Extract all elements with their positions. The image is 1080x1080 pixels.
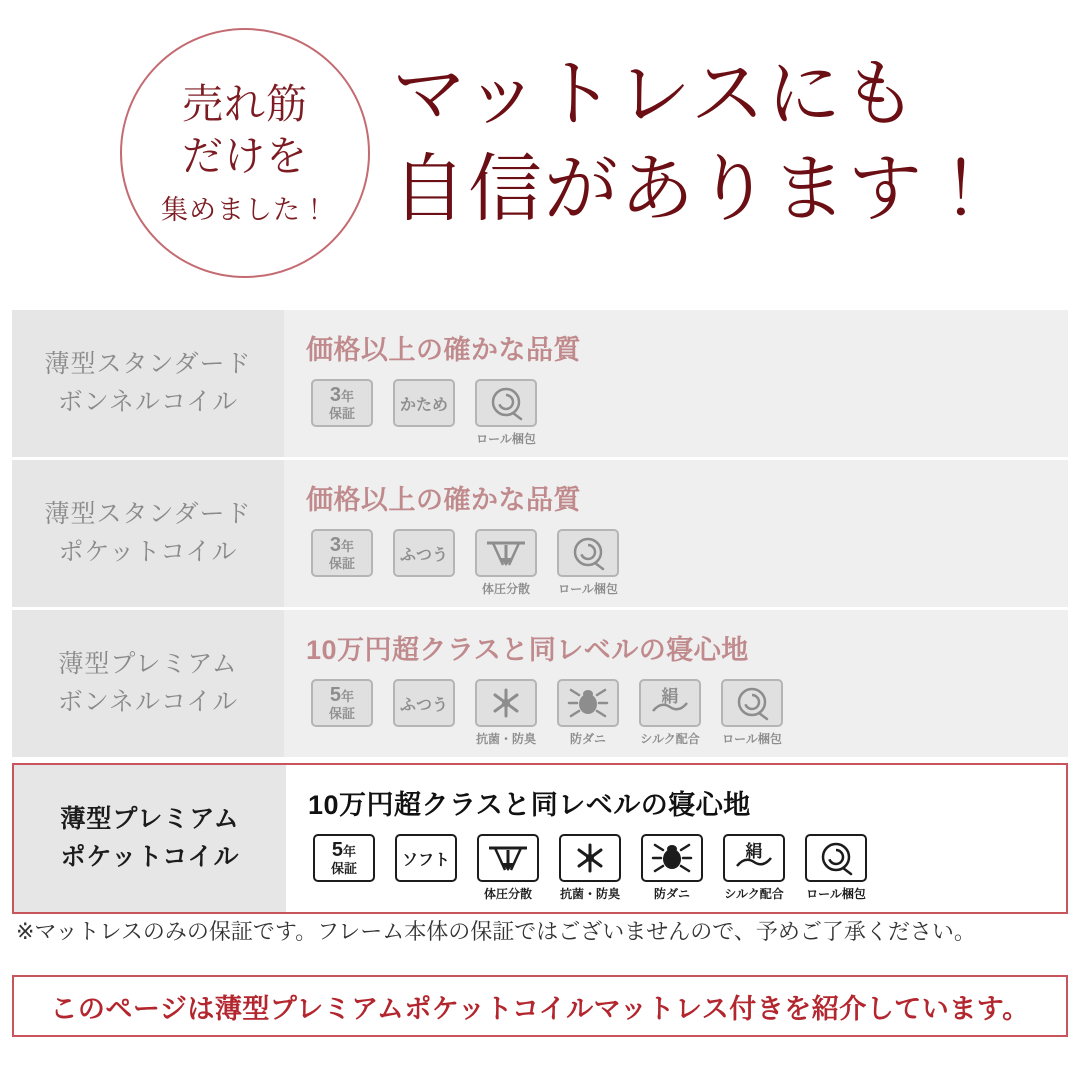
- roll-icon: [475, 379, 537, 427]
- warranty-year-unit: 年: [341, 538, 355, 554]
- firmness-label: かため: [399, 396, 448, 414]
- firmness-label: ふつう: [399, 696, 448, 714]
- mattress-features: [286, 765, 1066, 912]
- svg-text:絹: 絹: [661, 687, 679, 706]
- firmness-icon: [393, 379, 455, 427]
- warranty-label: 保証: [330, 860, 357, 876]
- mattress-type-name-line-1: 薄型プレミアム: [60, 805, 240, 833]
- firmness-icon: [393, 679, 455, 727]
- mattress-type-name-line-1: 薄型スタンダード: [44, 500, 252, 528]
- anti-mite-glyph: [649, 840, 695, 876]
- feature-icon-antibacterial: [470, 679, 542, 747]
- badge-line-1: 売れ筋: [182, 81, 308, 128]
- roll-packing-glyph: [813, 840, 859, 876]
- feature-icon-list: [306, 379, 1068, 447]
- icon-caption: 抗菌・防臭: [559, 887, 620, 901]
- feature-icon-list: [308, 834, 1066, 902]
- roll-icon: [557, 529, 619, 577]
- table-row: [12, 310, 1068, 460]
- feature-icon-roll: [552, 529, 624, 597]
- antimite-icon: [641, 834, 703, 882]
- table-row: [12, 610, 1068, 760]
- page-scope-banner: このページは薄型プレミアムポケットコイルマットレス付きを紹介しています。: [12, 975, 1068, 1037]
- feature-icon-pressure: [470, 529, 542, 597]
- mattress-features: [284, 310, 1068, 457]
- warranty-icon: [313, 834, 375, 882]
- best-seller-badge: [120, 28, 370, 278]
- icon-caption: シルク配合: [640, 732, 700, 746]
- pressure-icon: [477, 834, 539, 882]
- icon-caption: ロール梱包: [722, 732, 782, 746]
- warranty-year-unit: 年: [343, 843, 357, 859]
- feature-icon-silk: [718, 834, 790, 902]
- mattress-type-name: [12, 610, 284, 757]
- feature-icon-firmness: [388, 679, 460, 727]
- feature-icon-firmness: [390, 834, 462, 882]
- antibacterial-glyph: [483, 685, 529, 721]
- feature-icon-roll: [716, 679, 788, 747]
- mattress-type-name-line-2: ポケットコイル: [60, 842, 240, 871]
- feature-icon-pressure: [472, 834, 544, 902]
- warranty-label: 保証: [328, 405, 355, 421]
- table-row: [12, 460, 1068, 610]
- mattress-type-name: [14, 765, 286, 912]
- mattress-tagline: 価格以上の確かな品質: [306, 485, 581, 515]
- firmness-icon: [395, 834, 457, 882]
- icon-caption: 体圧分散: [483, 887, 532, 901]
- feature-icon-antimite: [636, 834, 708, 902]
- mattress-tagline: 10万円超クラスと同レベルの寝心地: [308, 790, 751, 820]
- firmness-label: ソフト: [401, 851, 450, 869]
- headline-line-2: 自信があります！: [392, 148, 1000, 231]
- antimite-icon: [557, 679, 619, 727]
- headline-line-1: マットレスにも: [392, 54, 919, 136]
- badge-line-3: 集めました！: [161, 194, 329, 225]
- mattress-features: [284, 460, 1068, 607]
- warranty-label: 保証: [328, 555, 355, 571]
- warranty-years: 5年: [329, 683, 355, 706]
- silk-icon: [723, 834, 785, 882]
- feature-icon-silk: [634, 679, 706, 747]
- roll-packing-glyph: [565, 535, 611, 571]
- mattress-type-name-line-1: 薄型スタンダード: [44, 350, 252, 378]
- roll-icon: [721, 679, 783, 727]
- feature-icon-firmness: [388, 529, 460, 577]
- pressure-dispersion-glyph: [485, 840, 531, 876]
- feature-icon-list: [306, 679, 1068, 747]
- icon-caption: 抗菌・防臭: [475, 732, 536, 746]
- icon-caption: ロール梱包: [558, 582, 618, 596]
- mattress-type-name-line-2: ポケットコイル: [58, 537, 238, 566]
- warranty-note: ※マットレスのみの保証です。フレーム本体の保証ではございませんので、予めご了承ください。: [16, 919, 976, 944]
- roll-packing-glyph: [483, 385, 529, 421]
- mattress-type-name-line-2: ボンネルコイル: [57, 687, 239, 716]
- silk-glyph: [731, 840, 777, 876]
- feature-icon-warranty: [306, 679, 378, 727]
- mattress-features: [284, 610, 1068, 757]
- warranty-icon: [311, 379, 373, 427]
- antibacterial-icon: [559, 834, 621, 882]
- mattress-comparison-table: [12, 310, 1068, 914]
- icon-caption: ロール梱包: [806, 887, 866, 901]
- icon-caption: 防ダニ: [569, 732, 606, 746]
- roll-packing-glyph: [729, 685, 775, 721]
- warranty-year-unit: 年: [341, 388, 355, 404]
- silk-glyph: [647, 685, 693, 721]
- warranty-icon: [311, 529, 373, 577]
- mattress-type-name: [12, 460, 284, 607]
- warranty-year-unit: 年: [341, 688, 355, 704]
- feature-icon-warranty: [308, 834, 380, 882]
- roll-icon: [805, 834, 867, 882]
- warranty-years: 5年: [331, 838, 357, 861]
- mattress-tagline: 10万円超クラスと同レベルの寝心地: [306, 635, 749, 665]
- header: [0, 0, 1080, 300]
- mattress-type-name-line-2: ボンネルコイル: [57, 387, 239, 416]
- firmness-icon: [393, 529, 455, 577]
- warranty-years: 3年: [329, 383, 355, 406]
- mattress-type-name: [12, 310, 284, 457]
- silk-icon: [639, 679, 701, 727]
- feature-icon-list: [306, 529, 1068, 597]
- feature-icon-firmness: [388, 379, 460, 427]
- antibacterial-glyph: [567, 840, 613, 876]
- antibacterial-icon: [475, 679, 537, 727]
- mattress-type-name-line-1: 薄型プレミアム: [58, 650, 238, 678]
- icon-caption: ロール梱包: [476, 432, 536, 446]
- table-row: [12, 763, 1068, 914]
- icon-caption: 防ダニ: [653, 887, 690, 901]
- feature-icon-roll: [800, 834, 872, 902]
- badge-line-2: だけを: [182, 132, 308, 179]
- mattress-tagline: 価格以上の確かな品質: [306, 335, 581, 365]
- anti-mite-glyph: [565, 685, 611, 721]
- feature-icon-antibacterial: [554, 834, 626, 902]
- pressure-dispersion-glyph: [483, 535, 529, 571]
- warranty-label: 保証: [328, 705, 355, 721]
- feature-icon-antimite: [552, 679, 624, 747]
- feature-icon-roll: [470, 379, 542, 447]
- firmness-label: ふつう: [399, 546, 448, 564]
- icon-caption: シルク配合: [724, 887, 784, 901]
- warranty-icon: [311, 679, 373, 727]
- page-title: [392, 48, 1000, 237]
- pressure-icon: [475, 529, 537, 577]
- feature-icon-warranty: [306, 529, 378, 577]
- svg-text:絹: 絹: [745, 842, 763, 861]
- icon-caption: 体圧分散: [481, 582, 530, 596]
- feature-icon-warranty: [306, 379, 378, 427]
- warranty-years: 3年: [329, 533, 355, 556]
